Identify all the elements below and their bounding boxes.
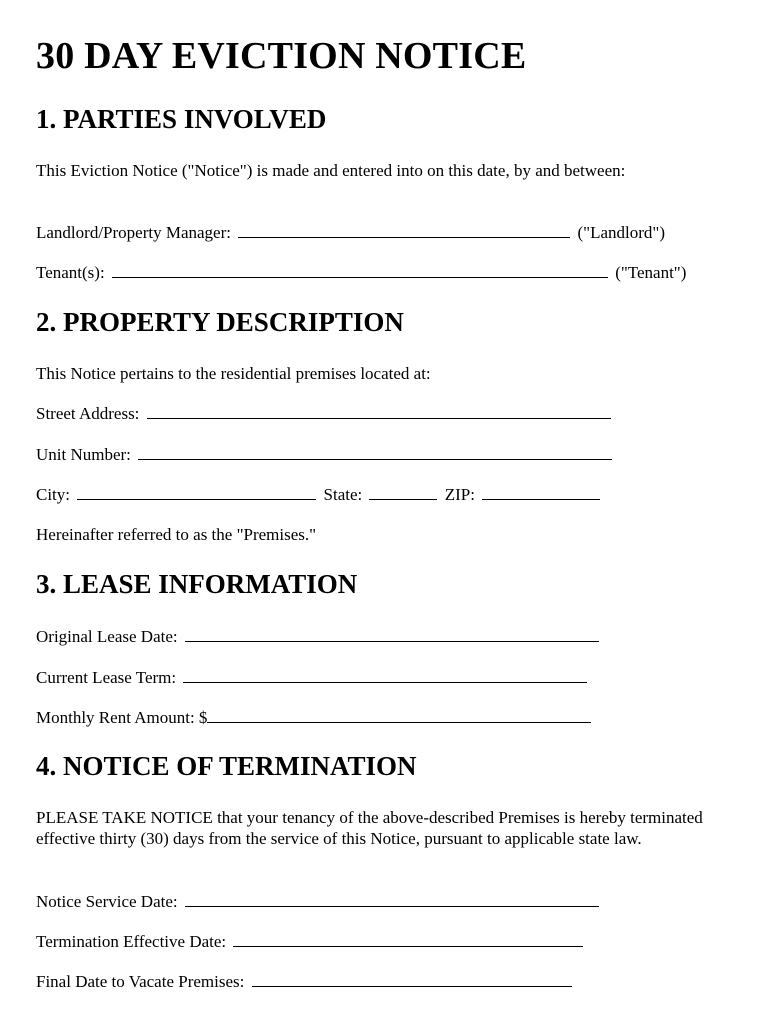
termination-body-text: PLEASE TAKE NOTICE that your tenancy of the above-described Premises is hereby terminated effective thirty (30) days from the service of this Notice, pursuant to applicable state law.: [36, 808, 703, 848]
zip-label: ZIP:: [444, 485, 475, 504]
tenant-suffix: ("Tenant"): [615, 263, 687, 282]
document-title: 30 DAY EVICTION NOTICE: [36, 35, 527, 77]
monthly-rent-field[interactable]: [207, 707, 591, 723]
tenant-label: Tenant(s):: [36, 263, 105, 282]
original-lease-date-line: [36, 626, 602, 647]
landlord-suffix: ("Landlord"): [577, 223, 665, 242]
zip-field[interactable]: [482, 484, 600, 500]
state-label: State:: [323, 485, 363, 504]
section-heading-lease: 3. LEASE INFORMATION: [36, 569, 358, 599]
tenant-line: [36, 262, 686, 283]
city-label: City:: [36, 485, 71, 504]
street-address-label: Street Address:: [36, 404, 140, 423]
landlord-field[interactable]: [238, 222, 570, 238]
section-heading-parties: 1. PARTIES INVOLVED: [36, 104, 327, 134]
unit-number-line: [36, 444, 615, 465]
vacate-date-line: [36, 971, 575, 992]
current-lease-term-line: [36, 667, 590, 688]
notice-service-date-field[interactable]: [185, 891, 599, 907]
notice-service-date-label: Notice Service Date:: [36, 892, 178, 911]
unit-number-field[interactable]: [138, 444, 612, 460]
section-heading-termination: 4. NOTICE OF TERMINATION: [36, 751, 417, 781]
vacate-date-label: Final Date to Vacate Premises:: [36, 972, 245, 991]
termination-effective-date-line: [36, 931, 586, 952]
monthly-rent-label: Monthly Rent Amount: $: [36, 708, 208, 727]
street-address-line: [36, 403, 614, 424]
current-lease-term-field[interactable]: [183, 667, 587, 683]
section-heading-property: 2. PROPERTY DESCRIPTION: [36, 307, 404, 337]
original-lease-date-field[interactable]: [185, 626, 599, 642]
current-lease-term-label: Current Lease Term:: [36, 668, 177, 687]
unit-number-label: Unit Number:: [36, 445, 131, 464]
parties-intro-text: This Eviction Notice ("Notice") is made and entered into on this date, by and between:: [36, 161, 626, 180]
vacate-date-field[interactable]: [252, 971, 572, 987]
termination-effective-date-label: Termination Effective Date:: [36, 932, 227, 951]
landlord-line: [36, 222, 665, 243]
termination-effective-date-field[interactable]: [233, 931, 583, 947]
landlord-label: Landlord/Property Manager:: [36, 223, 231, 242]
property-intro-text: This Notice pertains to the residential premises located at:: [36, 364, 431, 383]
tenant-field[interactable]: [112, 262, 608, 278]
premises-definition-text: Hereinafter referred to as the "Premises.": [36, 525, 317, 544]
monthly-rent-line: [36, 707, 594, 728]
city-state-zip-line: [36, 484, 603, 505]
original-lease-date-label: Original Lease Date:: [36, 627, 178, 646]
street-address-field[interactable]: [147, 403, 611, 419]
state-field[interactable]: [369, 484, 437, 500]
city-field[interactable]: [77, 484, 316, 500]
notice-service-date-line: [36, 891, 602, 912]
